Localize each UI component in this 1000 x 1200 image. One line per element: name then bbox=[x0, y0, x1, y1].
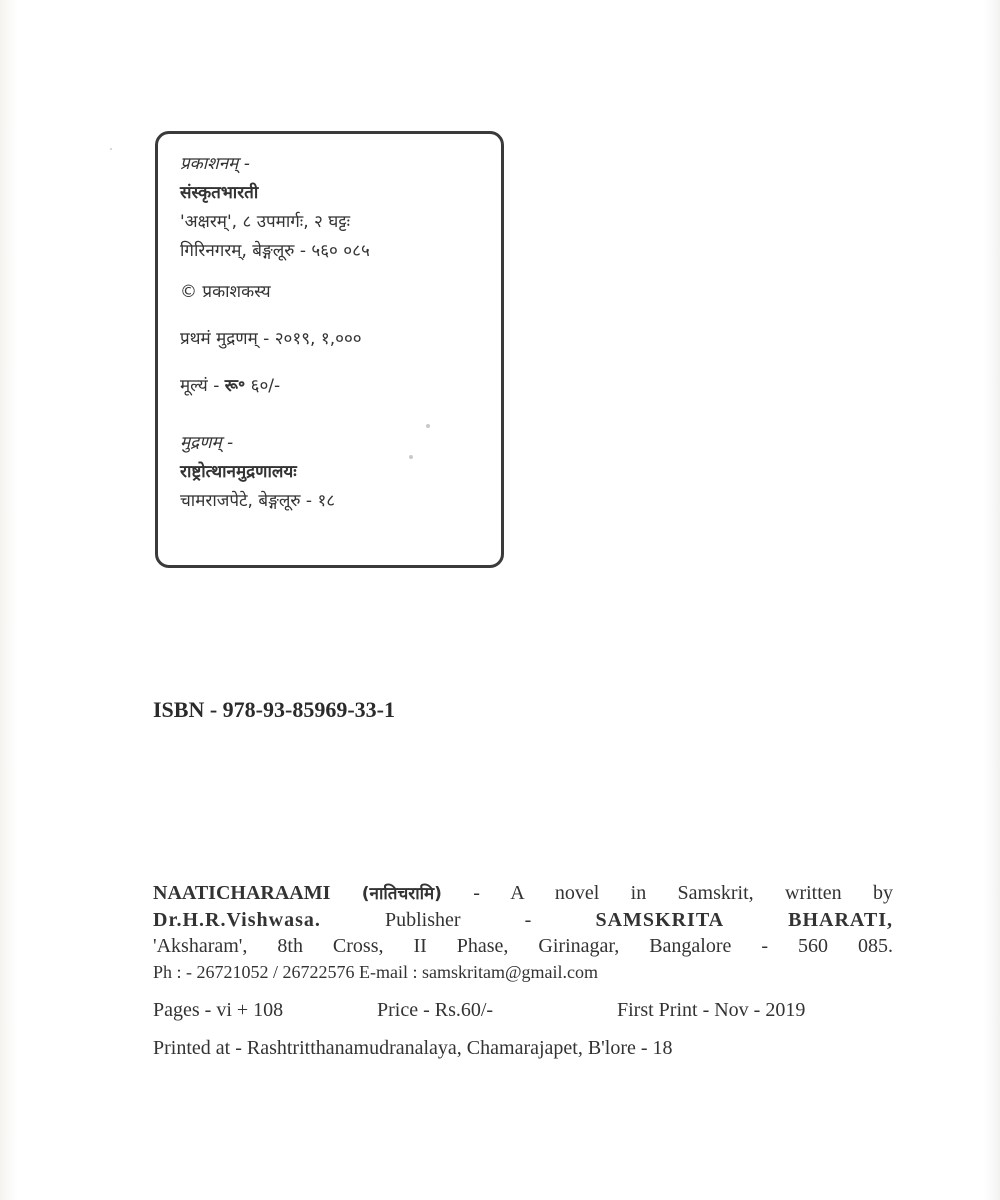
address-line-2: गिरिनगरम्, बेङ्गलूरु - ५६० ०८५ bbox=[180, 241, 370, 261]
page-count: Pages - vi + 108 bbox=[153, 999, 284, 1021]
imprint-box bbox=[155, 131, 504, 568]
isbn: ISBN - 978-93-85969-33-1 bbox=[153, 697, 395, 722]
book-description: - A novel in Samskrit, written by bbox=[473, 882, 893, 904]
page-edge-left bbox=[0, 0, 18, 1200]
page-edge-right bbox=[984, 0, 1000, 1200]
colophon-line-2 bbox=[153, 907, 893, 933]
press-name: राष्ट्रोत्थानमुद्रणालयः bbox=[180, 462, 297, 482]
book-price: Price - Rs.60/- bbox=[377, 999, 494, 1021]
price-line bbox=[180, 372, 501, 401]
book-title-devanagari: (नातिचरामि) bbox=[361, 884, 442, 904]
first-print-date: First Print - Nov - 2019 bbox=[617, 999, 806, 1021]
first-print-line: प्रथमं मुद्रणम् - २०१९, १,००० bbox=[180, 329, 362, 349]
copyright-line: © प्रकाशकस्य bbox=[180, 282, 271, 302]
paper-speck bbox=[409, 455, 413, 459]
printing-label: मुद्रणम् - bbox=[180, 433, 234, 453]
colophon bbox=[153, 880, 893, 1061]
publication-label: प्रकाशनम् - bbox=[180, 154, 250, 174]
book-info-row bbox=[153, 997, 893, 1023]
publisher-contact: Ph : - 26721052 / 26722576 E-mail : samskritam@gmail.com bbox=[153, 962, 599, 982]
publisher-address: 'Aksharam', 8th Cross, II Phase, Girinagar, Bangalore - 560 085. bbox=[153, 935, 893, 957]
colophon-line-1 bbox=[153, 880, 893, 907]
printed-at: Printed at - Rashtritthanamudranalaya, Chamarajapet, B'lore - 18 bbox=[153, 1037, 673, 1059]
publisher-name-en: SAMSKRITA BHARATI, bbox=[595, 909, 893, 931]
book-title: NAATICHARAAMI bbox=[153, 882, 331, 904]
price-label: मूल्यं - bbox=[180, 376, 220, 396]
press-address: चामराजपेटे, बेङ्गलूरु - १८ bbox=[180, 491, 336, 511]
publisher-prefix: Publisher - bbox=[385, 909, 532, 931]
price-value: ६०/- bbox=[250, 376, 281, 396]
address-line-1: 'अक्षरम्', ८ उपमार्गः, २ घट्टः bbox=[180, 212, 351, 232]
paper-speck bbox=[110, 148, 112, 150]
paper-speck bbox=[426, 424, 430, 428]
author-name: Dr.H.R.Vishwasa. bbox=[153, 909, 321, 931]
price-currency: रू॰ bbox=[224, 376, 246, 396]
publisher-name: संस्कृतभारती bbox=[180, 183, 259, 203]
